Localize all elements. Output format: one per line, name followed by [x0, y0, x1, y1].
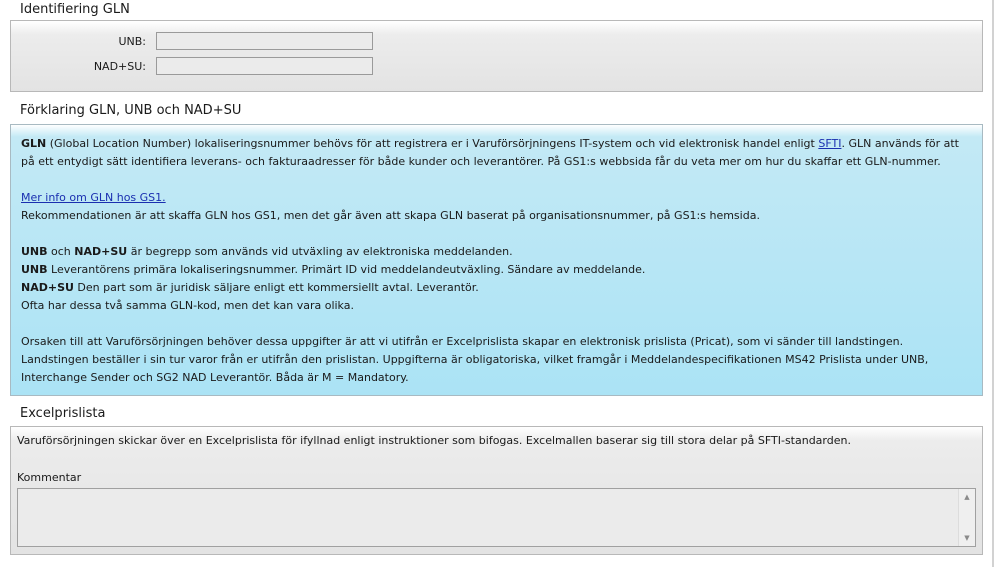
page-divider [992, 0, 994, 567]
unb-description: Leverantörens primära lokaliseringsnummer. Primärt ID vid meddelandeutväxling. Sändare av meddelande. [47, 263, 646, 276]
scroll-down-icon[interactable]: ▼ [964, 534, 970, 542]
gln-term: GLN [21, 137, 47, 150]
comment-box [17, 488, 976, 547]
nadsu-label: NAD+SU: [93, 59, 146, 73]
gln-description-cont: . GLN används för att på ett entydigt sätt identifiera leverans- och fakturaadresser för både kunder och leverantörer. På GS1:s webbsida får du veta mer om hur du skaffar ett GLN-nummer. [21, 137, 959, 168]
gln-section-title: Identifiering GLN [20, 2, 130, 17]
comment-textarea[interactable] [18, 489, 958, 546]
excel-panel [10, 426, 983, 555]
and-text: och [47, 245, 75, 258]
nadsu-line [21, 279, 972, 297]
explanation-section-title: Förklaring GLN, UNB och NAD+SU [20, 103, 242, 118]
unb-row [11, 32, 373, 50]
gln-description: (Global Location Number) lokaliseringsnummer behövs för att registrera er i Varuförsörjningens IT-system och vid elektronisk handel enligt [46, 137, 819, 150]
unb-input[interactable] [156, 32, 373, 50]
comment-label: Kommentar [17, 471, 82, 484]
comment-scrollbar[interactable] [958, 489, 975, 546]
nadsu-term-2: NAD+SU [21, 281, 74, 294]
gs1-more-info-link[interactable]: Mer info om GLN hos GS1. [21, 191, 166, 204]
nadsu-input[interactable] [156, 57, 373, 75]
gln-panel [10, 20, 983, 92]
terms-line [21, 243, 972, 261]
nadsu-row [11, 57, 373, 75]
nadsu-term: NAD+SU [74, 245, 128, 258]
reason-paragraph: Orsaken till att Varuförsörjningen behöver dessa uppgifter är att vi utifrån er Excelprislista skapar en elektronisk prislista (Pricat), som vi sänder till landstingen. Landstingen beställer i sin tur varor från er utifrån den prislistan. Uppgifterna är obligatoriska, vilket framgår i Meddelandespecifikationen MS42 Prislista under UNB, Interchange Sender och SG2 NAD Leverantör. Båda är M = Mandatory. [21, 335, 929, 384]
terms-description: är begrepp som används vid utväxling av elektroniska meddelanden. [127, 245, 513, 258]
unb-label: UNB: [118, 34, 146, 48]
gln-paragraph [21, 135, 972, 171]
unb-line [21, 261, 972, 279]
often-line: Ofta har dessa två samma GLN-kod, men det kan vara olika. [21, 299, 354, 312]
scroll-up-icon[interactable]: ▲ [964, 493, 970, 501]
sfti-link[interactable]: SFTI [818, 137, 842, 150]
explanation-panel [10, 124, 983, 396]
nadsu-description: Den part som är juridisk säljare enligt ett kommersiellt avtal. Leverantör. [73, 281, 479, 294]
unb-term: UNB [21, 245, 48, 258]
recommendation-text: Rekommendationen är att skaffa GLN hos GS1, men det går även att skapa GLN baserat på organisationsnummer, på GS1:s hemsida. [21, 209, 760, 222]
excel-section-title: Excelprislista [20, 406, 106, 421]
unb-term-2: UNB [21, 263, 48, 276]
excel-description: Varuförsörjningen skickar över en Excelprislista för ifyllnad enligt instruktioner som bifogas. Excelmallen baserar sig till stora delar på SFTI-standarden. [17, 434, 851, 447]
